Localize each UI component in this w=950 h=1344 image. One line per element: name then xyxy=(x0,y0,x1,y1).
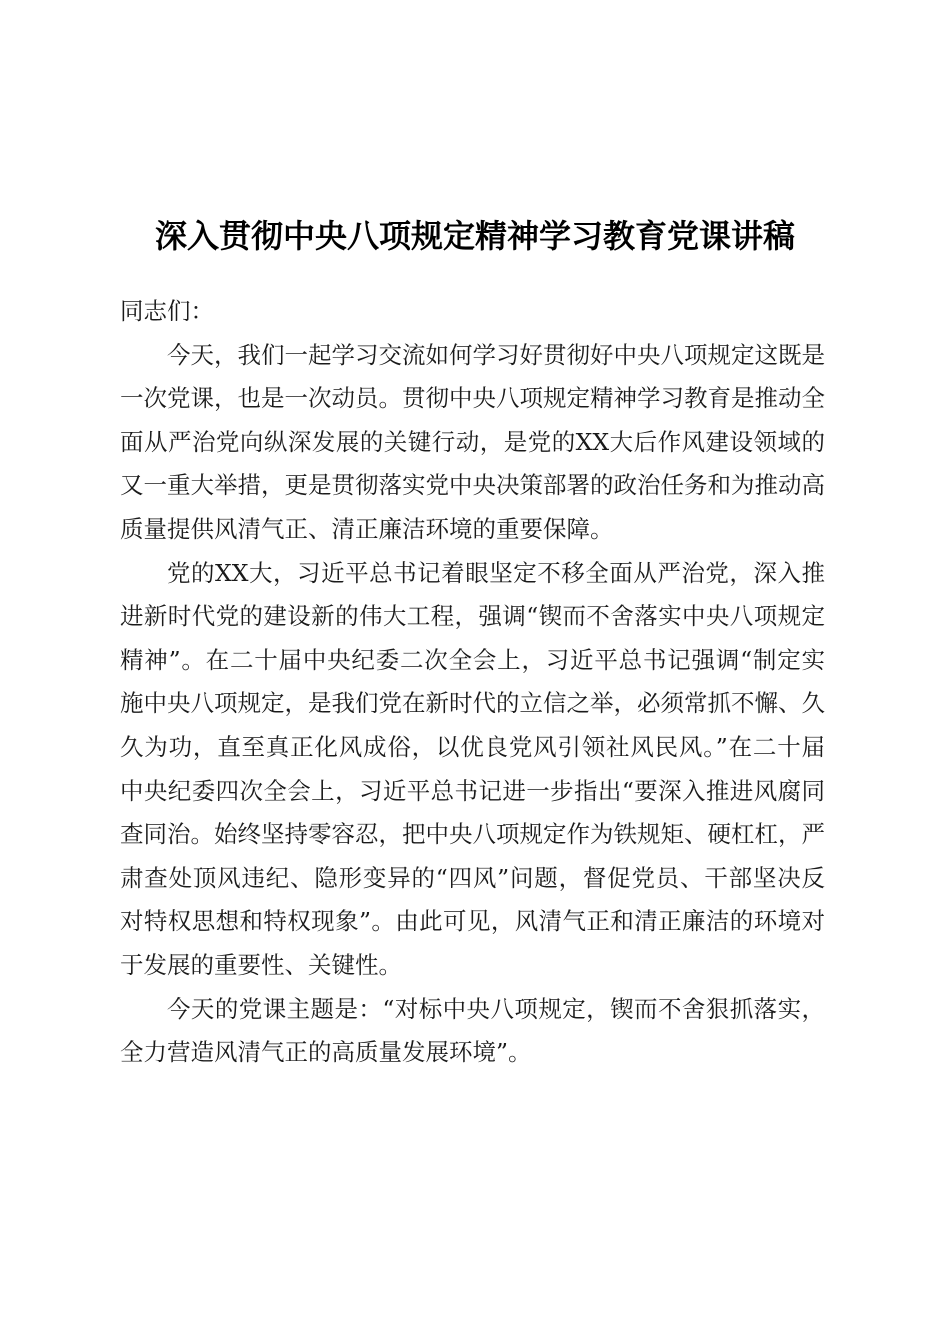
paragraph-theme: 今天的党课主题是：“对标中央八项规定，锲而不舍狠抓落实，全力营造风清气正的高质量发展环境”。 xyxy=(120,994,825,1067)
paragraph-intro: 今天，我们一起学习交流如何学习好贯彻好中央八项规定这既是一次党课，也是一次动员。贯彻中央八项规定精神学习教育是推动全面从严治党向纵深发展的关键行动，是党的XX大后作风建设领域的又一重大举措，更是贯彻落实党中央决策部署的政治任务和为推动高质量提供风清气正、清正廉洁环境的重要保障。 xyxy=(120,340,825,543)
document-body xyxy=(120,290,825,1075)
paragraph-background: 党的XX大，习近平总书记着眼坚定不移全面从严治党，深入推进新时代党的建设新的伟大工程，强调“锲而不舍落实中央八项规定精神”。在二十届中央纪委二次全会上，习近平总书记强调“制定实施中央八项规定，是我们党在新时代的立信之举，必须常抓不懈、久久为功，直至真正化风成俗，以优良党风引领社风民风。”在二十届中央纪委四次全会上，习近平总书记进一步指出“要深入推进风腐同查同治。始终坚持零容忍，把中央八项规定作为铁规矩、硬杠杠，严肃查处顶风违纪、隐形变异的“四风”问题，督促党员、干部坚决反对特权思想和特权现象”。由此可见，风清气正和清正廉洁的环境对于发展的重要性、关键性。 xyxy=(120,558,825,979)
document-title: 深入贯彻中央八项规定精神学习教育党课讲稿 xyxy=(154,217,795,256)
salutation: 同志们： xyxy=(120,297,214,325)
